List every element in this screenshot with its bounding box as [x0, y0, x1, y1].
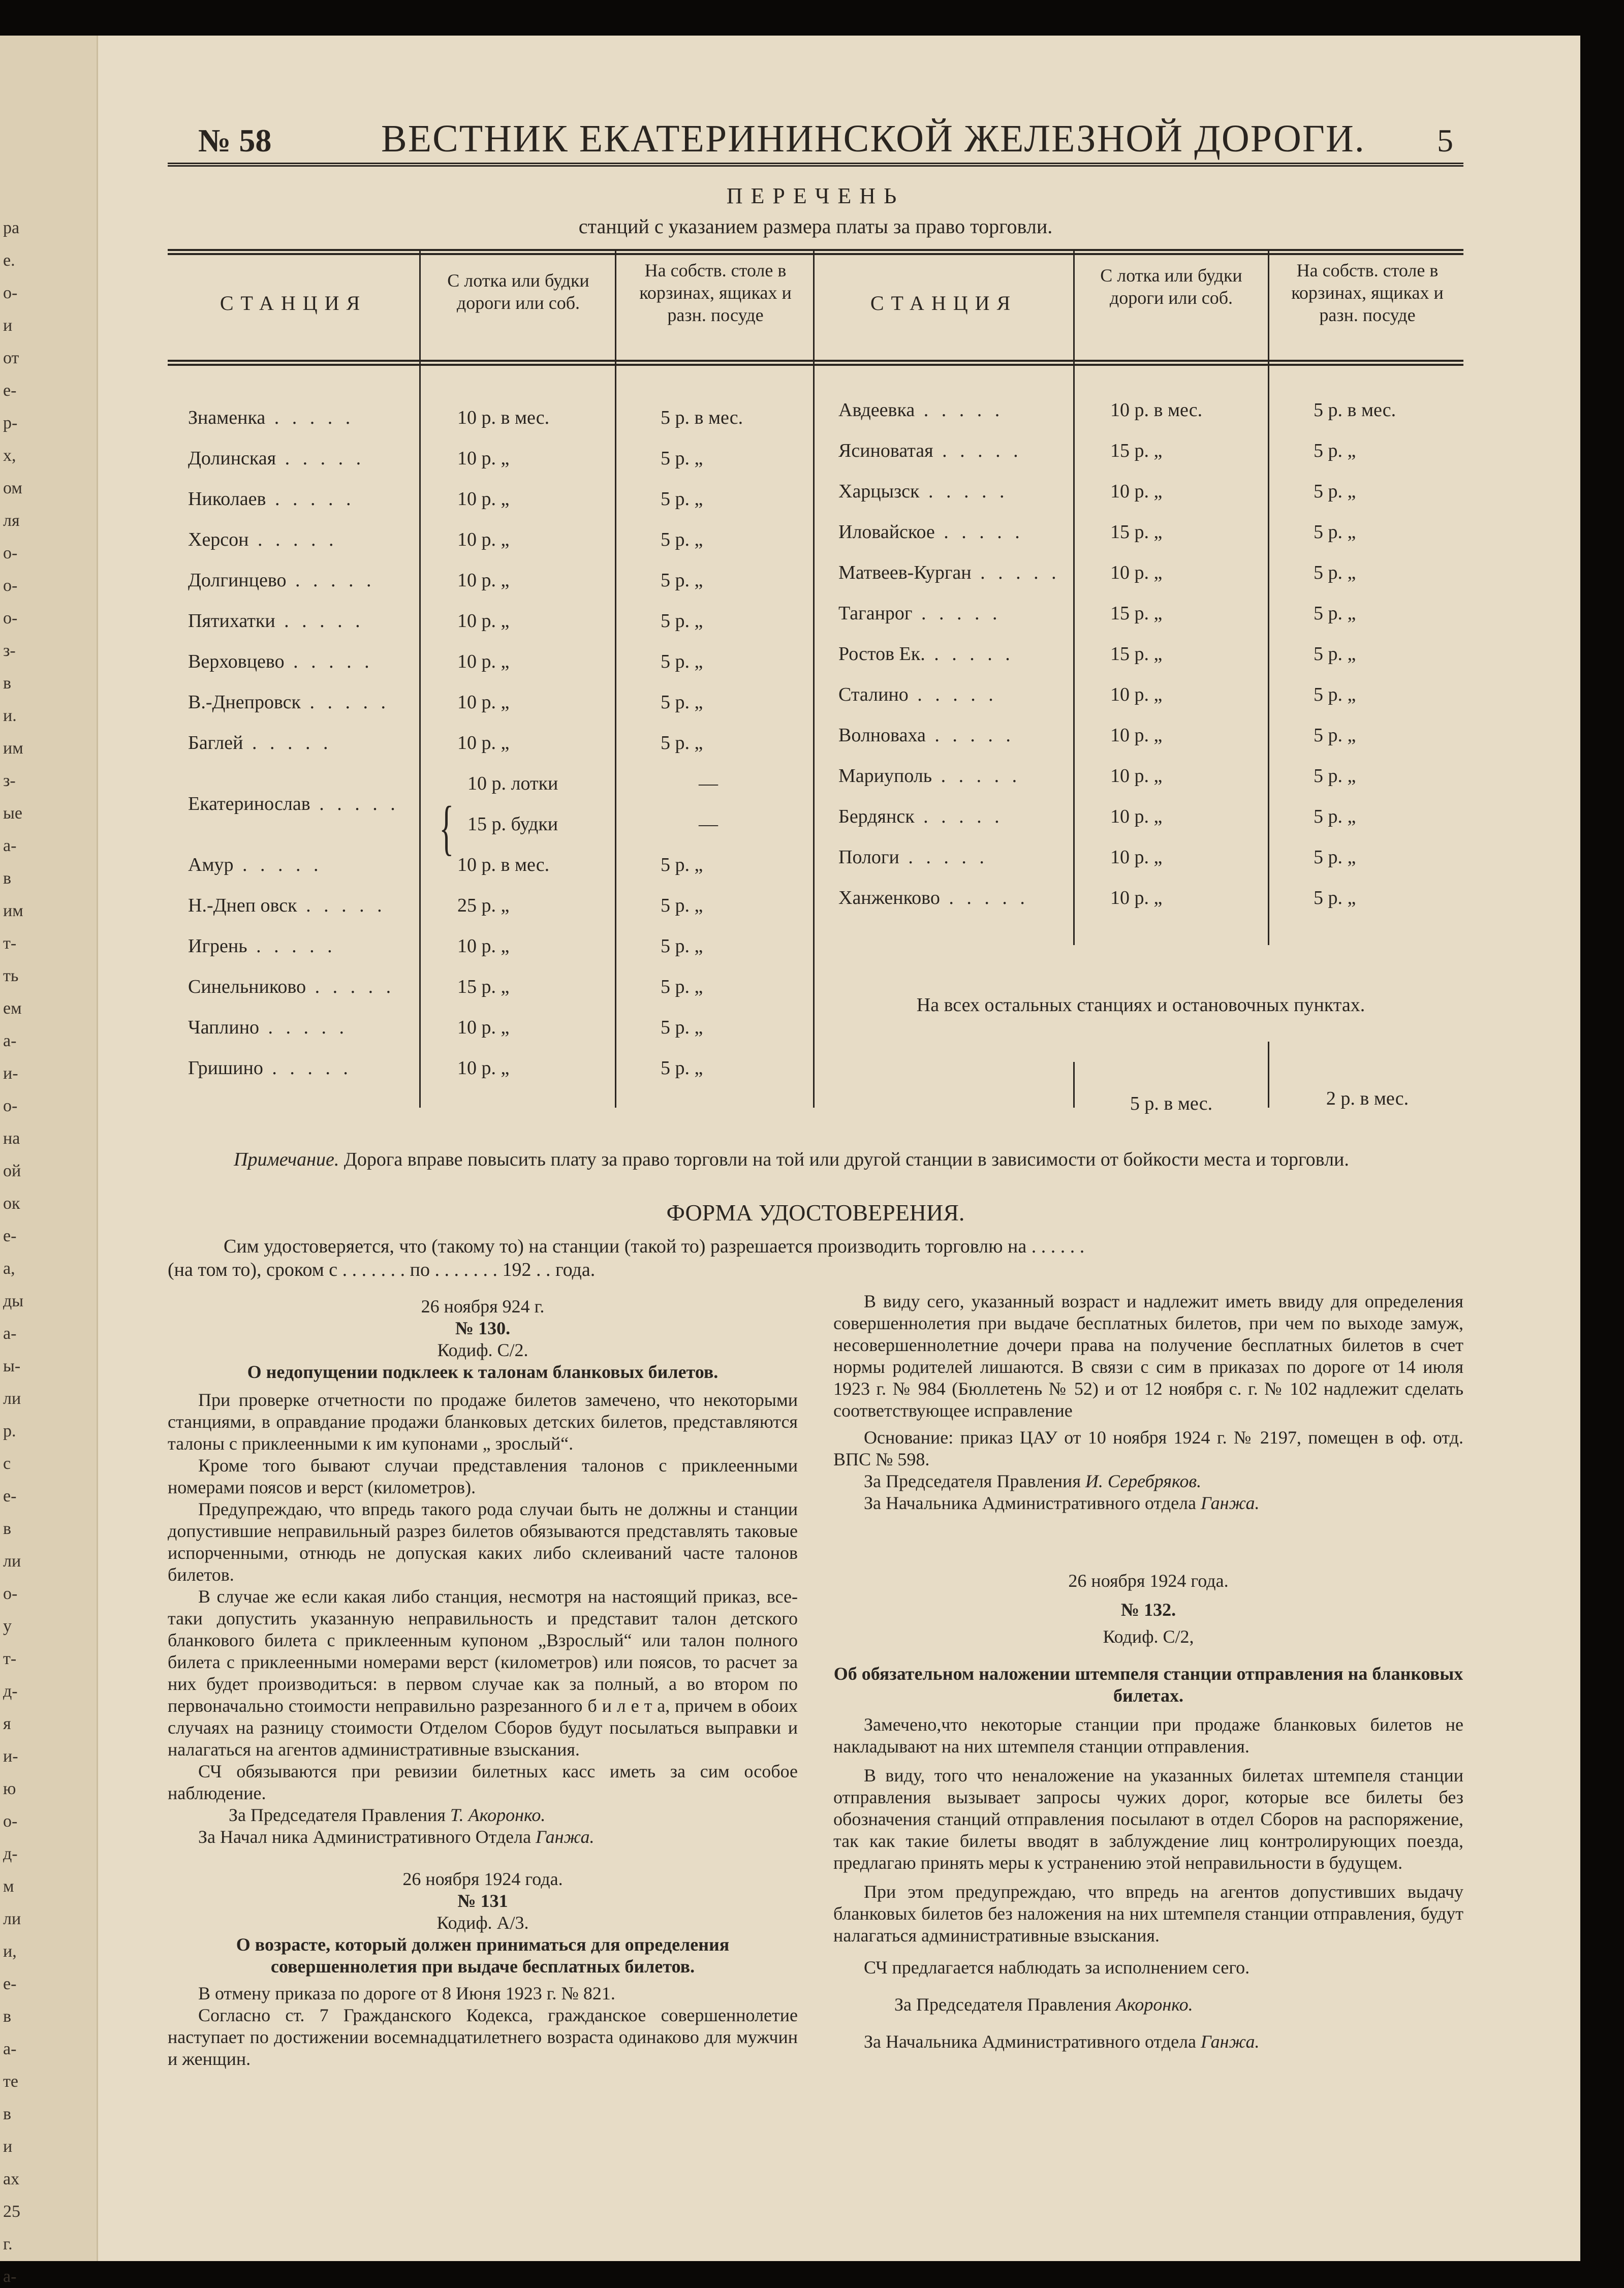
station-name: Баглей . . . . . — [188, 732, 332, 754]
station-name: Знаменка . . . . . — [188, 407, 355, 428]
fee-own-stand: 5 р. „ — [661, 895, 703, 916]
fee-booth: 10 р. „ — [457, 570, 510, 591]
prev-column-fragment: т- — [3, 1649, 17, 1668]
prev-column-fragment: ем — [3, 999, 22, 1018]
fee-own-stand: 5 р. „ — [661, 976, 703, 997]
fee-booth: 10 р. в мес. — [1110, 399, 1203, 421]
fee-own-stand: 5 р. в мес. — [1314, 399, 1396, 421]
header-col1-right: С лотка или будки дороги или соб. — [1100, 265, 1242, 308]
prev-column-fragment: х, — [3, 446, 16, 465]
order130-title: О недопущении подклеек к талонам бланковых билетов. — [247, 1362, 719, 1382]
running-header — [168, 117, 1463, 167]
order131-codif: Кодиф. А/3. — [436, 1913, 529, 1933]
order132-paragraph: Замечено,что некоторые станции при продаже бланковых билетов не накладывают на них штемпеля станции отправления. — [833, 1714, 1463, 1757]
prev-column-fragment: ы- — [3, 1357, 21, 1375]
note-text: Дорога вправе повысить плату за право торговли на той или другой станции в зависимости от бойкости места и торговли. — [343, 1149, 1349, 1170]
station-name: Бердянск . . . . . — [838, 806, 1004, 827]
fee-booth: 10 р. „ — [457, 935, 510, 957]
prev-column-fragment: и, — [3, 1942, 17, 1961]
prev-column-fragment: им — [3, 901, 23, 920]
prev-column-fragment: ом — [3, 479, 22, 497]
table-column-rule — [1268, 1042, 1269, 1108]
table-column-rule — [615, 249, 616, 1108]
order131-paragraph: В виду сего, указанный возраст и надлежит иметь ввиду для определения совершеннолетия при выдаче бесплатных билетов, при чем по выходе замуж, несовершеннолетние дочери права на получение бесплатных билетов в счет нормы родителей лишаются. В связи с сим в приказах по дороге от 14 июля 1923 г. № 984 (Бюллетень № 52) и от 12 ноября с. г. № 102 надлежит сделать соответствующее исправление — [833, 1291, 1463, 1421]
other-stations-col1: 5 р. в мес. — [1130, 1093, 1213, 1114]
prev-column-fragment: ой — [3, 1162, 21, 1180]
station-name: Игрень . . . . . — [188, 935, 336, 957]
order132-paragraph: При этом предупреждаю, что впредь на агентов допустивших выдачу бланковых билетов без наложения на них штемпеля станции отправления, будут налагаться административные взыскания. — [833, 1882, 1463, 1946]
station-name: Сталино . . . . . — [838, 684, 997, 705]
fee-own-stand: 5 р. „ — [661, 651, 703, 672]
order132-signature-1: За Председателя Правления Акоронко. — [894, 1994, 1193, 2015]
prev-column-fragment: у — [3, 1617, 12, 1636]
order130-signature-2: За Начал ника Административного Отдела Ганжа. — [198, 1827, 595, 1847]
fee-booth: 10 р. „ — [457, 732, 510, 754]
order131-paragraph: В отмену приказа по дороге от 8 Июня 1923 г. № 821. — [198, 1983, 615, 2003]
table-subtitle: станций с указанием размера платы за право торговли. — [578, 215, 1053, 238]
fee-own-stand: 5 р. „ — [1314, 521, 1356, 543]
fee-own-stand: 5 р. „ — [661, 935, 703, 957]
fee-own-stand: 5 р. „ — [1314, 481, 1356, 502]
previous-page-column-fragments — [0, 36, 98, 2286]
note-label: Примечание. — [234, 1149, 339, 1170]
prev-column-fragment: о- — [3, 544, 18, 562]
station-name: Пологи . . . . . — [838, 847, 988, 868]
fee-booth: 15 р. „ — [1110, 643, 1163, 665]
fee-booth: 25 р. „ — [457, 895, 510, 916]
prev-column-fragment: я — [3, 1714, 11, 1733]
fee-own-stand: 5 р. „ — [661, 610, 703, 632]
order132-date: 26 ноября 1924 года. — [1068, 1571, 1229, 1591]
table-column-rule — [419, 249, 421, 1108]
order130-paragraph: В случае же если какая либо станция, несмотря на настоящий приказ, все-таки допустить указанную неправильность и представит талон детского бланкового билета с приклеенным купоном „Взрослый“ или талон полного билета с приклеенными номерами верст (километров) или поясов, то расчет за них будет производиться: в первом случае как за полный, а во втором по первоначально стоимости неправильно разрезанного б и л е т а, причем в обоих случаях на разницу стоимости Отделом Сборов будут посылаться выправки и налагаться на агентов административные взыскания. — [168, 1586, 798, 1760]
fee-own-stand: 5 р. „ — [661, 448, 703, 469]
station-name: Верховцево . . . . . — [188, 651, 373, 672]
form-body — [168, 1235, 1463, 1281]
fee-own-stand: 5 р. „ — [1314, 847, 1356, 868]
header-col2-right: На собств. столе в корзинах, ящиках и разн. посуде — [1291, 260, 1444, 325]
station-name: Херсон . . . . . — [188, 529, 338, 550]
prev-column-fragment: е- — [3, 1487, 17, 1506]
prev-column-fragment: и- — [3, 1747, 18, 1766]
prev-column-fragment: в — [3, 1519, 12, 1538]
fee-own-stand: 5 р. „ — [661, 529, 703, 550]
fee-booth: 10 р. „ — [457, 692, 510, 713]
fee-booth: 10 р. „ — [1110, 725, 1163, 746]
prev-column-fragment: в — [3, 2105, 12, 2123]
station-name: Долинская . . . . . — [188, 448, 365, 469]
station-name: Синельниково . . . . . — [188, 976, 395, 997]
station-name: Таганрог . . . . . — [838, 603, 1002, 624]
prev-column-fragment: ля — [3, 511, 20, 530]
page-number: 5 — [1437, 122, 1453, 159]
form-line-1: Сим удостоверяется, что (такому то) на станции (такой то) разрешается производить торговлю на . . . . . . — [224, 1236, 1085, 1257]
order130-number: № 130. — [455, 1318, 511, 1338]
prev-column-fragment: а- — [3, 2040, 17, 2058]
prev-column-fragment: и — [3, 2137, 13, 2156]
prev-column-fragment: ть — [3, 966, 19, 985]
prev-column-fragment: и- — [3, 1064, 18, 1083]
station-name: Харцызск . . . . . — [838, 481, 1009, 502]
fee-booth: 10 р. „ — [457, 488, 510, 510]
fee-own-stand: 5 р. „ — [661, 854, 703, 875]
prev-column-fragment: ли — [3, 1552, 21, 1571]
prev-column-fragment: а- — [3, 836, 17, 855]
fee-own-stand: 5 р. „ — [661, 570, 703, 591]
fee-own-stand: — — [699, 773, 718, 794]
order131-number: № 131 — [457, 1891, 508, 1911]
fee-own-stand: 5 р. „ — [1314, 643, 1356, 665]
fee-booth: 10 р. „ — [1110, 847, 1163, 868]
prev-column-fragment: ды — [3, 1292, 24, 1310]
fee-booth: 10 р. „ — [457, 651, 510, 672]
order130-paragraph: СЧ обязываются при ревизии билетных касс иметь за сим особое наблюдение. — [168, 1761, 798, 1803]
fee-booth: 10 р. „ — [457, 529, 510, 550]
station-name: В.-Днепровск . . . . . — [188, 692, 390, 713]
prev-column-fragment: з- — [3, 771, 16, 790]
fee-own-stand: 5 р. „ — [1314, 765, 1356, 787]
order131-date: 26 ноября 1924 года. — [402, 1869, 563, 1889]
prev-column-fragment: з- — [3, 641, 16, 660]
prev-column-fragment: ли — [3, 1909, 21, 1928]
station-name: Иловайское . . . . . — [838, 521, 1024, 543]
order130-paragraph: При проверке отчетности по продаже билетов замечено, что некоторыми станциями, в оправдание продажи бланковых детских билетов, представляются талоны с приклеенными к им купонами „ зрослый“. — [168, 1390, 798, 1454]
table-note — [168, 1148, 1463, 1171]
prev-column-fragment: о- — [3, 284, 18, 302]
prev-column-fragment: ах — [3, 2170, 20, 2188]
left-text-column — [168, 1296, 798, 2070]
fee-own-stand: 5 р. в мес. — [661, 407, 743, 428]
order132-codif: Кодиф. С/2, — [1103, 1626, 1194, 1647]
right-text-column — [833, 1291, 1463, 2053]
prev-column-fragment: в — [3, 2007, 12, 2026]
prev-column-fragment: те — [3, 2072, 18, 2091]
prev-column-fragment: ра — [3, 218, 20, 237]
prev-column-fragment: им — [3, 739, 23, 758]
fee-own-stand: 5 р. „ — [1314, 806, 1356, 827]
prev-column-fragment: е. — [3, 251, 15, 270]
fee-booth: 10 р. „ — [457, 448, 510, 469]
header-col1-left: С лотка или будки дороги или соб. — [447, 270, 589, 313]
fee-own-stand: 5 р. „ — [1314, 603, 1356, 624]
prev-column-fragment: а, — [3, 1259, 15, 1278]
order131-paragraph: Согласно ст. 7 Гражданского Кодекса, гражданское совершеннолетие наступает по достижении восемнадцатилетнего возраста одинаково для мужчин и женщин. — [168, 2005, 798, 2069]
fee-own-stand: 5 р. „ — [661, 732, 703, 754]
order132-paragraph: В виду, того что неналожение на указанных билетах штемпеля станции отправления вызывает запросы чужих дорог, которые все билеты без обозначения станций отправления посылают в отдел Сборов на распоряжение, так как такие билеты вводят в заблуждение лиц контролирующих поезда, предлагаю принять меры к устранению этой неправильности в будущем. — [833, 1765, 1463, 1873]
fee-own-stand: 5 р. „ — [1314, 440, 1356, 461]
fee-booth: 10 р. „ — [457, 610, 510, 632]
station-name: Авдеевка . . . . . — [838, 399, 1004, 421]
station-name: Матвеев-Курган . . . . . — [838, 562, 1060, 583]
order130-paragraph: Предупреждаю, что впредь такого рода случаи быть не должны и станции допустившие неправильный разрез билетов обязываются представлять таковые испорченными, отнюдь не допуская каких либо склеиваний часте талонов билетов. — [168, 1499, 798, 1585]
station-name: Николаев . . . . . — [188, 488, 355, 510]
table-column-rule — [1073, 1062, 1075, 1108]
prev-column-fragment: м — [3, 1877, 14, 1896]
table-column-rule — [1073, 249, 1075, 945]
prev-column-fragment: и — [3, 316, 13, 335]
order130-date: 26 ноября 924 г. — [421, 1296, 545, 1317]
prev-column-fragment: т- — [3, 934, 17, 953]
fee-booth: 10 р. „ — [1110, 887, 1163, 908]
newspaper-page — [0, 36, 1580, 2286]
order132-title: Об обязательном наложении штемпеля станции отправления на бланковых билетах. — [833, 1664, 1463, 1706]
station-name: Гришино . . . . . — [188, 1057, 352, 1079]
fee-booth: 10 р. в мес. — [457, 854, 550, 875]
order130-paragraph: Кроме того бывают случаи представления талонов с приклеенными номерами поясов и верст (километров). — [168, 1455, 798, 1497]
order131-signature-2: За Начальника Административного отдела Ганжа. — [864, 1493, 1260, 1513]
publication-title: ВЕСТНИК ЕКАТЕРИНИНСКОЙ ЖЕЛЕЗНОЙ ДОРОГИ. — [381, 117, 1365, 160]
table-column-rule — [1268, 249, 1269, 945]
prev-column-fragment: г. — [3, 2235, 13, 2253]
other-stations-col2: 2 р. в мес. — [1326, 1088, 1409, 1109]
prev-column-fragment: р- — [3, 414, 18, 432]
fee-booth: 10 р. „ — [1110, 765, 1163, 787]
issue-number: № 58 — [198, 122, 272, 159]
prev-column-fragment: ок — [3, 1194, 20, 1213]
prev-column-fragment: а- — [3, 1031, 17, 1050]
prev-column-fragment: д- — [3, 1844, 18, 1863]
prev-column-fragment: о- — [3, 1812, 18, 1831]
fee-booth: 15 р. будки — [467, 813, 558, 835]
order132-number: № 132. — [1120, 1600, 1176, 1620]
station-name: Пятихатки . . . . . — [188, 610, 364, 632]
prev-column-fragment: 25 — [3, 2202, 20, 2221]
station-name: Ростов Ек. . . . . . — [838, 643, 1014, 665]
prev-column-fragment: от — [3, 349, 19, 367]
fee-booth: 15 р. „ — [1110, 521, 1163, 543]
fee-booth: 10 р. в мес. — [457, 407, 550, 428]
fee-own-stand: 5 р. „ — [661, 488, 703, 510]
fee-own-stand: 5 р. „ — [1314, 562, 1356, 583]
prev-column-fragment: е- — [3, 1974, 17, 1993]
prev-column-fragment: в — [3, 869, 12, 888]
prev-column-fragment: в — [3, 674, 12, 693]
order132-signature-2: За Начальника Административного отдела Ганжа. — [864, 2031, 1260, 2052]
fee-own-stand: 5 р. „ — [661, 1017, 703, 1038]
header-station-right: СТАНЦИЯ — [870, 292, 1018, 315]
prev-column-fragment: е- — [3, 1227, 17, 1245]
fee-booth: 10 р. „ — [457, 1057, 510, 1079]
station-name: Амур . . . . . — [188, 854, 323, 875]
prev-column-fragment: р. — [3, 1422, 16, 1440]
prev-column-fragment: и. — [3, 706, 17, 725]
fee-booth: 10 р. „ — [1110, 684, 1163, 705]
other-stations-label: На всех остальных станциях и остановочных пунктах. — [916, 994, 1365, 1016]
prev-column-fragment: о- — [3, 1096, 18, 1115]
prev-column-fragment: о- — [3, 1584, 18, 1603]
station-name: Мариуполь . . . . . — [838, 765, 1021, 787]
fee-booth: 10 р. „ — [1110, 562, 1163, 583]
prev-column-fragment: ые — [3, 804, 22, 823]
header-col2-left: На собств. столе в корзинах, ящиках и разн. посуде — [639, 260, 792, 325]
station-name: Ясиноватая . . . . . — [838, 440, 1022, 461]
order130-codif: Кодиф. С/2. — [437, 1340, 528, 1360]
fee-own-stand: 5 р. „ — [661, 692, 703, 713]
fee-own-stand: 5 р. „ — [1314, 684, 1356, 705]
prev-column-fragment: ли — [3, 1389, 21, 1408]
prev-column-fragment: д- — [3, 1682, 18, 1701]
station-name: Чаплино . . . . . — [188, 1017, 349, 1038]
fee-own-stand: 5 р. „ — [661, 1057, 703, 1079]
table-title: ПЕРЕЧЕНЬ — [726, 183, 905, 208]
header-station-left: СТАНЦИЯ — [220, 292, 367, 315]
station-name: Екатеринослав . . . . . — [188, 793, 399, 814]
fee-booth: 10 р. „ — [457, 1017, 510, 1038]
fee-own-stand: — — [699, 813, 718, 835]
order131-signature-1: За Председателя Правления И. Серебряков. — [864, 1471, 1202, 1491]
order130-signature-1: За Председателя Правления Т. Акоронко. — [229, 1805, 546, 1825]
order131-title: О возрасте, который должен приниматься для определения совершеннолетия при выдаче бесплатных билетов. — [236, 1934, 730, 1977]
fee-booth: 15 р. „ — [1110, 440, 1163, 461]
prev-column-fragment: с — [3, 1454, 11, 1473]
prev-column-fragment: на — [3, 1129, 20, 1148]
order131-paragraph: Основание: приказ ЦАУ от 10 ноября 1924 г. № 2197, помещен в оф. отд. ВПС № 598. — [833, 1427, 1463, 1469]
station-name: Н.-Днеп овск . . . . . — [188, 895, 386, 916]
prev-column-fragment: а- — [3, 1324, 17, 1343]
station-name: Волноваха . . . . . — [838, 725, 1015, 746]
fee-own-stand: 5 р. „ — [1314, 887, 1356, 908]
fee-booth: 10 р. „ — [1110, 806, 1163, 827]
fee-booth: 10 р. лотки — [467, 773, 558, 794]
table-column-rule — [813, 249, 815, 1108]
brace-mark: { — [439, 794, 454, 861]
fee-booth: 15 р. „ — [1110, 603, 1163, 624]
order132-paragraph: СЧ предлагается наблюдать за исполнением сего. — [864, 1957, 1250, 1978]
fee-booth: 15 р. „ — [457, 976, 510, 997]
station-fee-table — [168, 249, 1463, 1138]
station-name: Долгинцево . . . . . — [188, 570, 376, 591]
prev-column-fragment: о- — [3, 609, 18, 628]
prev-column-fragment: о- — [3, 576, 18, 595]
station-name: Ханженково . . . . . — [838, 887, 1029, 908]
fee-booth: 10 р. „ — [1110, 481, 1163, 502]
form-line-2: (на том то), сроком с . . . . . . . по . . . . . . . 192 . . года. — [168, 1259, 596, 1280]
form-title: ФОРМА УДОСТОВЕРЕНИЯ. — [666, 1200, 965, 1226]
prev-column-fragment: е- — [3, 381, 17, 400]
prev-column-fragment: а- — [3, 2267, 17, 2286]
fee-own-stand: 5 р. „ — [1314, 725, 1356, 746]
prev-column-fragment: ю — [3, 1779, 16, 1798]
